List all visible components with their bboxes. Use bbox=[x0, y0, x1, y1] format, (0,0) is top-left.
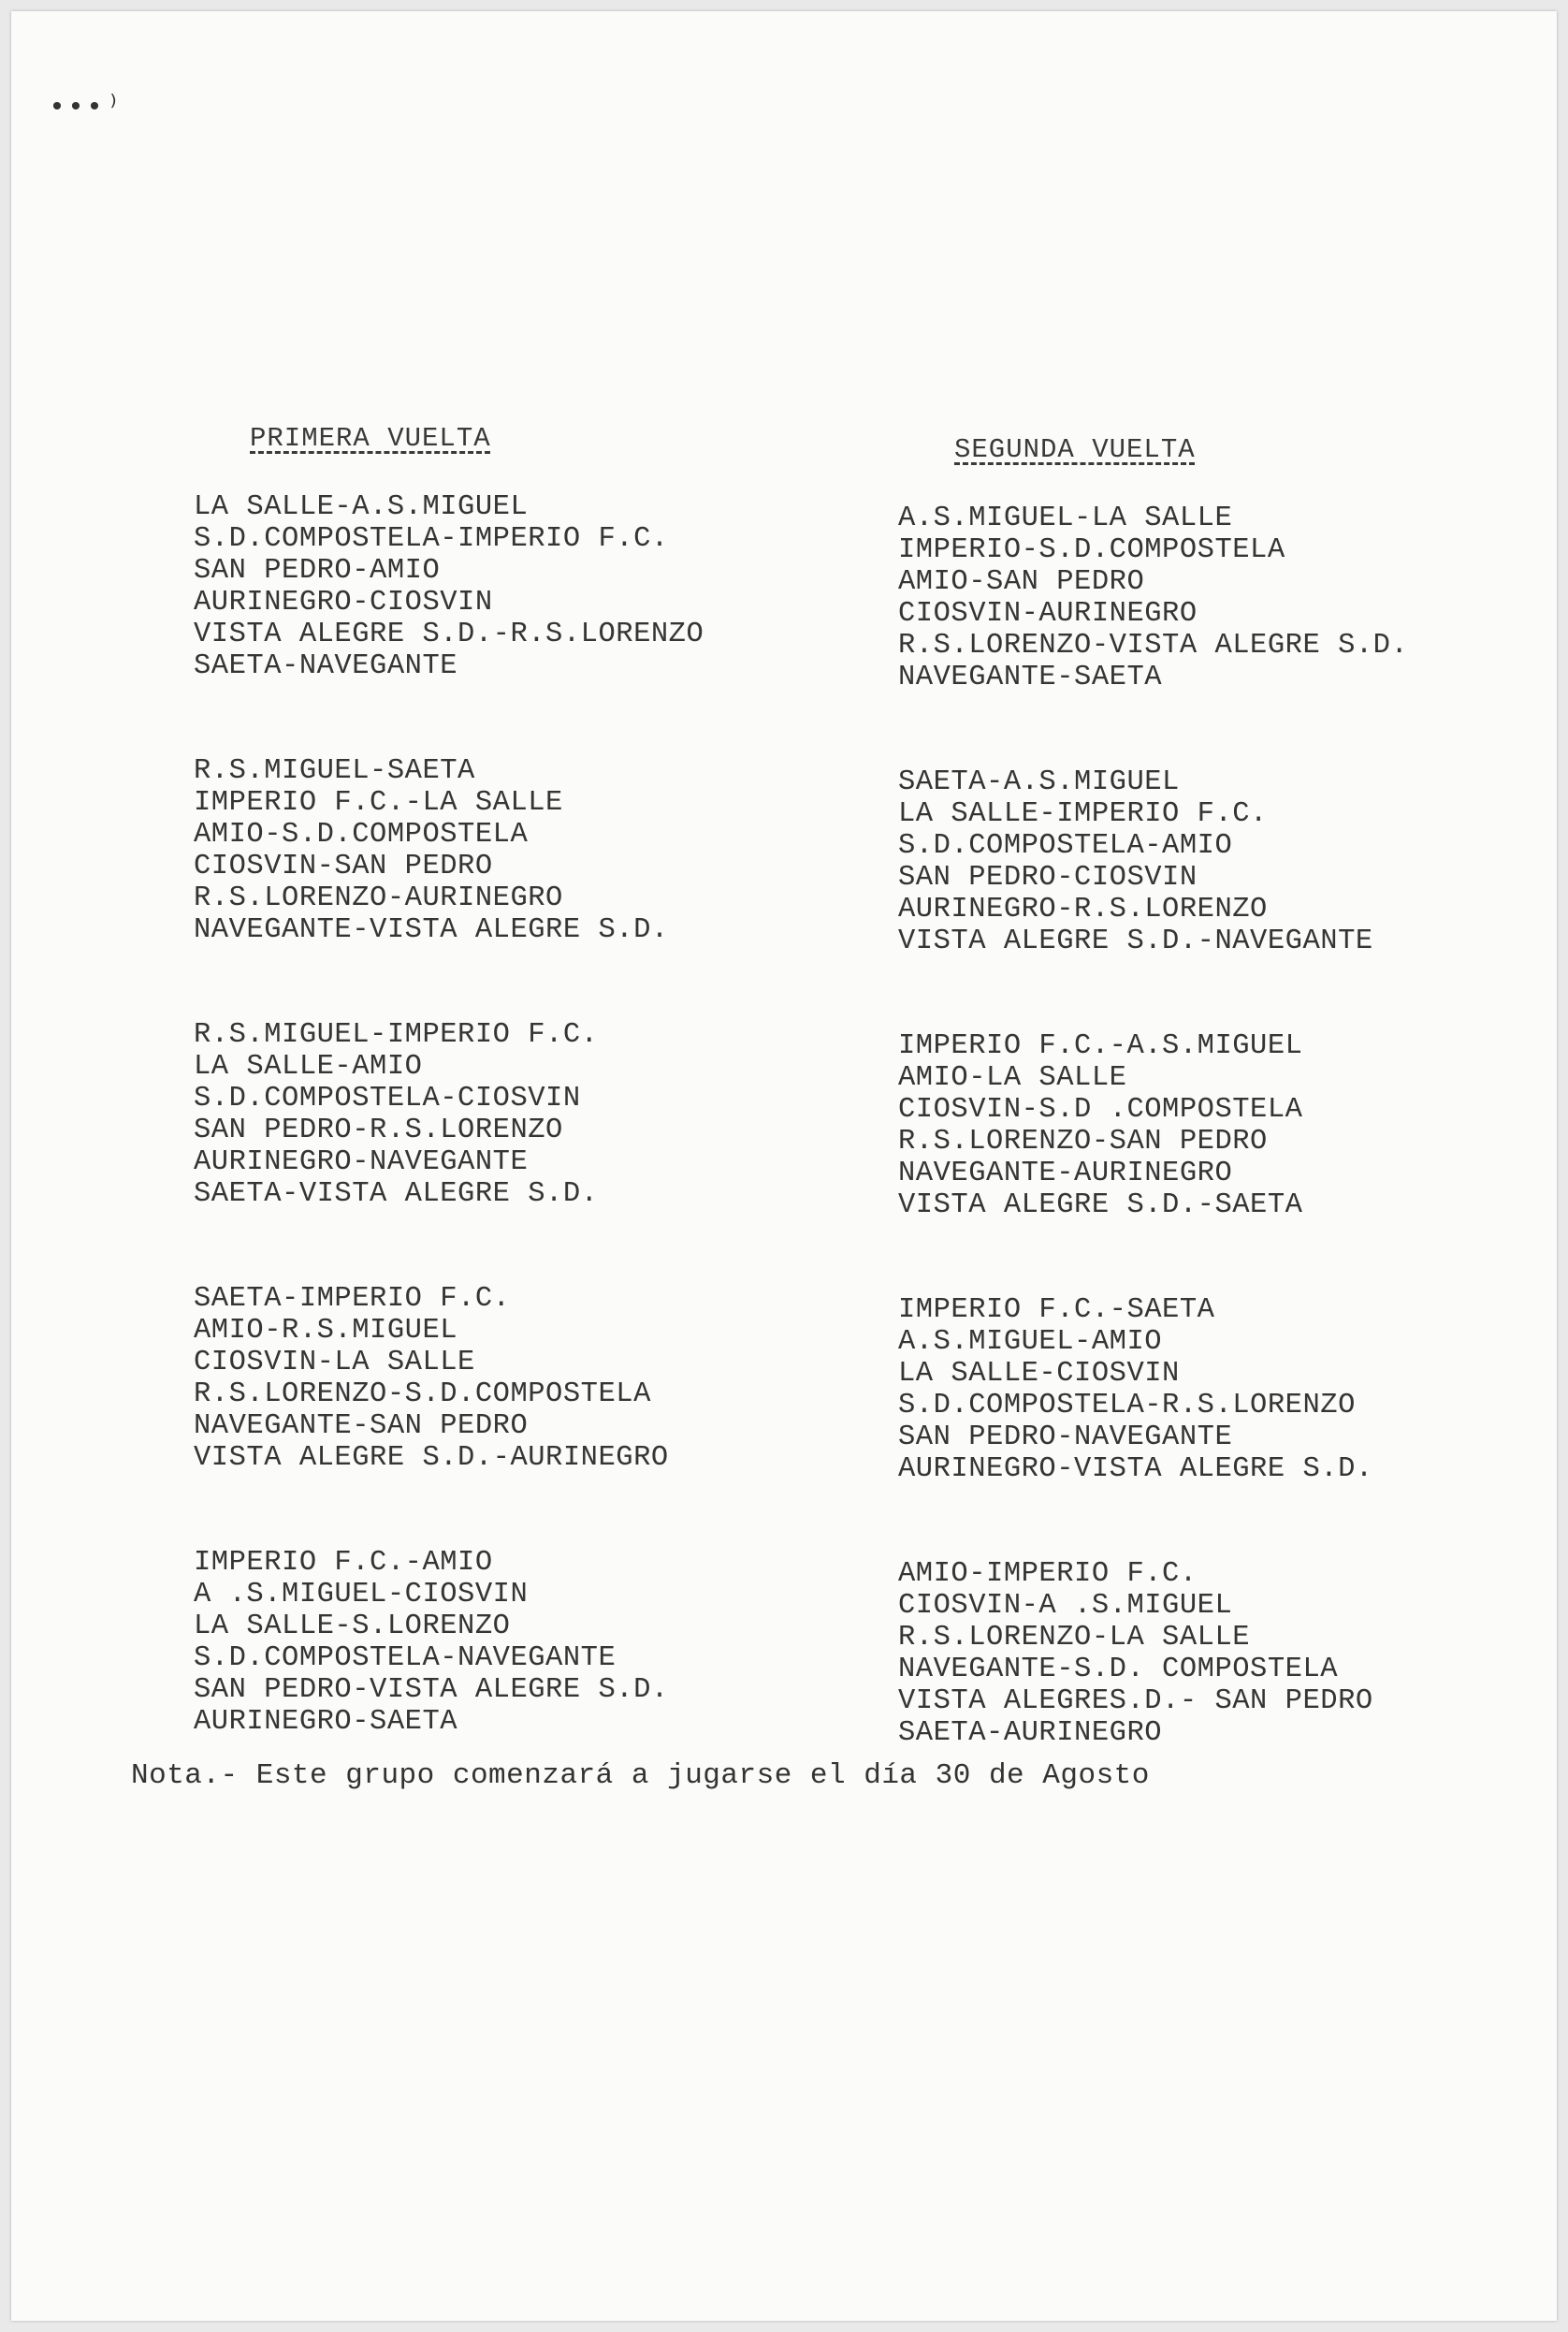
match-line: IMPERIO F.C.-LA SALLE bbox=[194, 787, 563, 819]
match-line: S.D.COMPOSTELA-R.S.LORENZO bbox=[898, 1390, 1356, 1421]
match-line: SAETA-VISTA ALEGRE S.D. bbox=[194, 1178, 599, 1210]
match-line: VISTA ALEGRE S.D.-AURINEGRO bbox=[194, 1442, 669, 1474]
match-line: AMIO-SAN PEDRO bbox=[898, 566, 1145, 598]
match-line: NAVEGANTE-SAETA bbox=[898, 662, 1163, 693]
match-line: SAN PEDRO-AMIO bbox=[194, 555, 441, 587]
round-block bbox=[194, 755, 774, 946]
round-block bbox=[898, 503, 1478, 693]
corner-mark: •••⁾ bbox=[49, 93, 124, 124]
match-line: R.S.LORENZO-SAN PEDRO bbox=[898, 1126, 1268, 1158]
match-line: S.D.COMPOSTELA-AMIO bbox=[898, 830, 1233, 862]
match-line: IMPERIO F.C.-SAETA bbox=[898, 1294, 1215, 1326]
match-line: NAVEGANTE-S.D. COMPOSTELA bbox=[898, 1654, 1339, 1685]
match-line: AURINEGRO-R.S.LORENZO bbox=[898, 894, 1268, 926]
match-line: AMIO-LA SALLE bbox=[898, 1062, 1127, 1094]
match-line: NAVEGANTE-SAN PEDRO bbox=[194, 1410, 529, 1442]
match-line: SAN PEDRO-R.S.LORENZO bbox=[194, 1115, 563, 1146]
match-line: SAETA-A.S.MIGUEL bbox=[898, 766, 1180, 798]
match-line: LA SALLE-A.S.MIGUEL bbox=[194, 491, 529, 523]
match-line: AURINEGRO-SAETA bbox=[194, 1706, 458, 1738]
match-line: AURINEGRO-NAVEGANTE bbox=[194, 1146, 529, 1178]
match-line: SAETA-AURINEGRO bbox=[898, 1717, 1163, 1749]
match-line: AMIO-R.S.MIGUEL bbox=[194, 1315, 458, 1347]
match-line: LA SALLE-CIOSVIN bbox=[898, 1358, 1180, 1390]
paper-sheet bbox=[11, 11, 1557, 2321]
match-line: CIOSVIN-A .S.MIGUEL bbox=[898, 1590, 1233, 1622]
match-line: CIOSVIN-LA SALLE bbox=[194, 1347, 475, 1378]
round-block bbox=[898, 766, 1478, 957]
match-line: R.S.MIGUEL-IMPERIO F.C. bbox=[194, 1019, 599, 1051]
primera-vuelta-heading: PRIMERA VUELTA bbox=[250, 423, 491, 454]
match-line: SAETA-IMPERIO F.C. bbox=[194, 1283, 511, 1315]
primera-vuelta-column bbox=[194, 423, 774, 1811]
match-line: NAVEGANTE-VISTA ALEGRE S.D. bbox=[194, 914, 669, 946]
round-block bbox=[194, 1019, 774, 1210]
match-line: AMIO-S.D.COMPOSTELA bbox=[194, 819, 529, 851]
match-line: IMPERIO-S.D.COMPOSTELA bbox=[898, 534, 1285, 566]
round-block bbox=[898, 1294, 1478, 1485]
match-line: IMPERIO F.C.-A.S.MIGUEL bbox=[898, 1030, 1303, 1062]
match-line: SAETA-NAVEGANTE bbox=[194, 650, 458, 682]
match-line: VISTA ALEGRE S.D.-R.S.LORENZO bbox=[194, 619, 704, 650]
match-line: R.S.LORENZO-VISTA ALEGRE S.D. bbox=[898, 630, 1409, 662]
match-line: LA SALLE-IMPERIO F.C. bbox=[898, 798, 1268, 830]
match-line: R.S.LORENZO-LA SALLE bbox=[898, 1622, 1251, 1654]
round-block bbox=[898, 1558, 1478, 1749]
match-line: CIOSVIN-SAN PEDRO bbox=[194, 851, 493, 882]
round-block bbox=[898, 1030, 1478, 1221]
match-line: SAN PEDRO-NAVEGANTE bbox=[898, 1421, 1233, 1453]
match-line: S.D.COMPOSTELA-IMPERIO F.C. bbox=[194, 523, 669, 555]
match-line: AURINEGRO-VISTA ALEGRE S.D. bbox=[898, 1453, 1373, 1485]
match-line: VISTA ALEGRE S.D.-SAETA bbox=[898, 1189, 1303, 1221]
round-block bbox=[194, 1547, 774, 1738]
match-line: CIOSVIN-AURINEGRO bbox=[898, 598, 1198, 630]
segunda-vuelta-column bbox=[898, 434, 1478, 1822]
match-line: R.S.LORENZO-AURINEGRO bbox=[194, 882, 563, 914]
footnote: Nota.- Este grupo comenzará a jugarse el día 30 de Agosto bbox=[131, 1759, 1150, 1792]
match-line: NAVEGANTE-AURINEGRO bbox=[898, 1158, 1233, 1189]
match-line: A .S.MIGUEL-CIOSVIN bbox=[194, 1579, 529, 1611]
segunda-vuelta-heading: SEGUNDA VUELTA bbox=[954, 434, 1196, 465]
match-line: CIOSVIN-S.D .COMPOSTELA bbox=[898, 1094, 1303, 1126]
round-block bbox=[194, 1283, 774, 1474]
match-line: SAN PEDRO-VISTA ALEGRE S.D. bbox=[194, 1674, 669, 1706]
match-line: S.D.COMPOSTELA-CIOSVIN bbox=[194, 1083, 581, 1115]
match-line: S.D.COMPOSTELA-NAVEGANTE bbox=[194, 1642, 617, 1674]
match-line: VISTA ALEGRES.D.- SAN PEDRO bbox=[898, 1685, 1373, 1717]
match-line: A.S.MIGUEL-LA SALLE bbox=[898, 503, 1233, 534]
match-line: VISTA ALEGRE S.D.-NAVEGANTE bbox=[898, 926, 1373, 957]
match-line: LA SALLE-S.LORENZO bbox=[194, 1611, 511, 1642]
match-line: SAN PEDRO-CIOSVIN bbox=[898, 862, 1198, 894]
match-line: A.S.MIGUEL-AMIO bbox=[898, 1326, 1163, 1358]
match-line: IMPERIO F.C.-AMIO bbox=[194, 1547, 493, 1579]
round-block bbox=[194, 491, 774, 682]
match-line: LA SALLE-AMIO bbox=[194, 1051, 423, 1083]
match-line: R.S.MIGUEL-SAETA bbox=[194, 755, 475, 787]
match-line: R.S.LORENZO-S.D.COMPOSTELA bbox=[194, 1378, 651, 1410]
match-line: AMIO-IMPERIO F.C. bbox=[898, 1558, 1198, 1590]
match-line: AURINEGRO-CIOSVIN bbox=[194, 587, 493, 619]
